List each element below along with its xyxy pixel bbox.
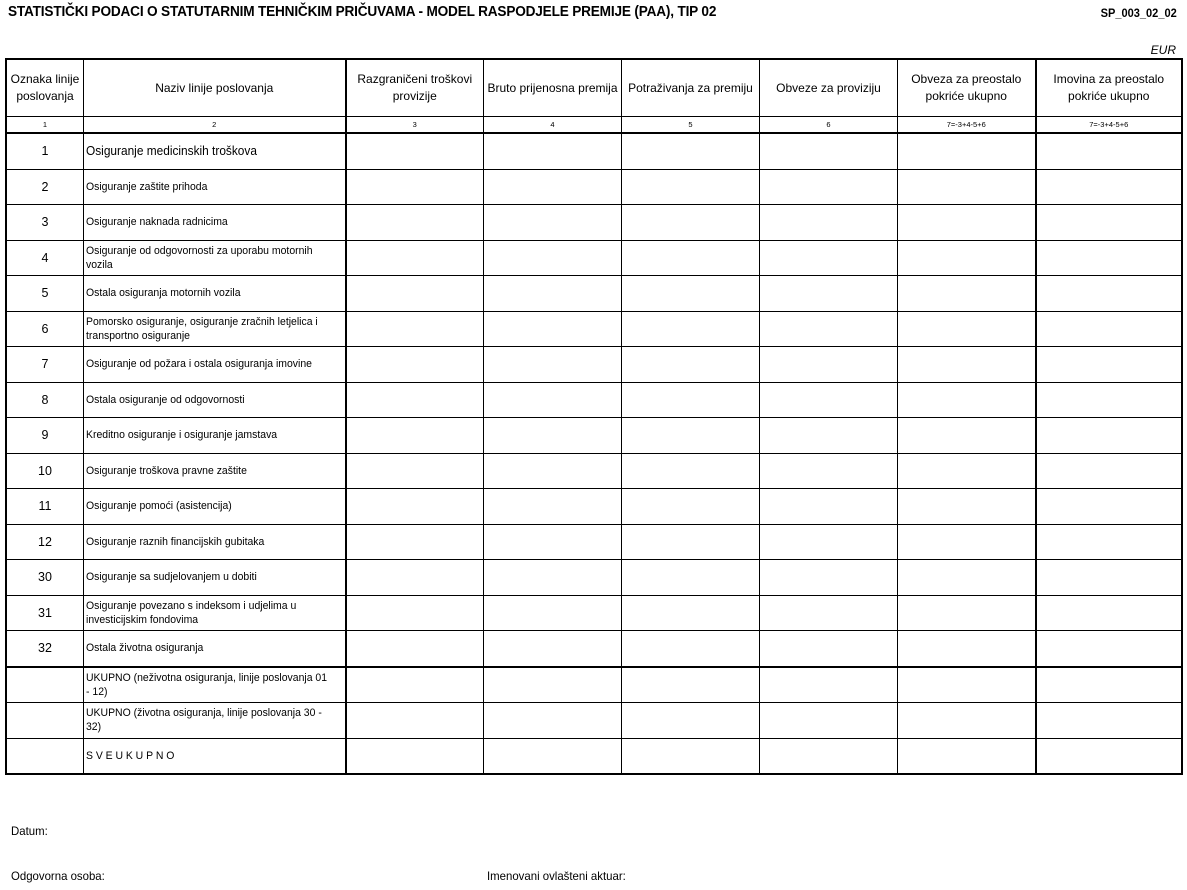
col-number: 7=-3+4-5+6 — [898, 117, 1036, 134]
cell-deferred-commission[interactable] — [346, 738, 484, 774]
cell-commission-liabilities[interactable] — [760, 276, 898, 312]
cell-deferred-commission[interactable] — [346, 240, 484, 276]
column-number-row — [7, 117, 1182, 134]
cell-gross-unearned-premium[interactable] — [484, 169, 622, 205]
line-of-business-code: 6 — [7, 311, 84, 347]
cell-lrc-asset[interactable] — [1036, 453, 1182, 489]
form-code: SP_003_02_02 — [1100, 6, 1177, 20]
col-header-premium-receivables: Potraživanja za premiju — [622, 60, 760, 117]
line-of-business-code: 30 — [7, 560, 84, 596]
col-number: 4 — [484, 117, 622, 134]
cell-premium-receivables[interactable] — [622, 560, 760, 596]
cell-commission-liabilities[interactable] — [760, 524, 898, 560]
cell-deferred-commission[interactable] — [346, 453, 484, 489]
cell-premium-receivables[interactable] — [622, 418, 760, 454]
cell-lrc-liability[interactable] — [898, 453, 1036, 489]
cell-commission-liabilities[interactable] — [760, 667, 898, 703]
line-of-business-name: Osiguranje zaštite prihoda — [84, 169, 346, 205]
cell-gross-unearned-premium[interactable] — [484, 133, 622, 169]
table-row — [7, 595, 1182, 631]
cell-deferred-commission[interactable] — [346, 489, 484, 525]
cell-commission-liabilities[interactable] — [760, 133, 898, 169]
cell-lrc-asset[interactable] — [1036, 418, 1182, 454]
col-number: 6 — [760, 117, 898, 134]
cell-lrc-liability[interactable] — [898, 738, 1036, 774]
cell-lrc-liability[interactable] — [898, 489, 1036, 525]
line-of-business-code: 4 — [7, 240, 84, 276]
cell-lrc-liability[interactable] — [898, 169, 1036, 205]
line-of-business-code: 8 — [7, 382, 84, 418]
cell-premium-receivables[interactable] — [622, 631, 760, 667]
cell-premium-receivables[interactable] — [622, 240, 760, 276]
total-label: SVEUKUPNO — [84, 738, 346, 774]
total-code-empty — [7, 703, 84, 739]
cell-commission-liabilities[interactable] — [760, 240, 898, 276]
cell-gross-unearned-premium[interactable] — [484, 276, 622, 312]
cell-lrc-liability[interactable] — [898, 276, 1036, 312]
cell-lrc-liability[interactable] — [898, 347, 1036, 383]
cell-commission-liabilities[interactable] — [760, 631, 898, 667]
col-number: 3 — [346, 117, 484, 134]
cell-lrc-liability[interactable] — [898, 524, 1036, 560]
premium-allocation-table — [6, 59, 1182, 774]
table-row — [7, 560, 1182, 596]
cell-lrc-asset[interactable] — [1036, 276, 1182, 312]
cell-gross-unearned-premium[interactable] — [484, 240, 622, 276]
currency-label: EUR — [1150, 43, 1176, 57]
cell-commission-liabilities[interactable] — [760, 595, 898, 631]
line-of-business-name: Osiguranje od odgovornosti za uporabu motornih vozila — [84, 240, 346, 276]
table-row — [7, 347, 1182, 383]
table-row — [7, 276, 1182, 312]
line-of-business-name: Osiguranje povezano s indeksom i udjelima u investicijskim fondovima — [84, 595, 346, 631]
line-of-business-name: Osiguranje raznih financijskih gubitaka — [84, 524, 346, 560]
line-of-business-name: Osiguranje troškova pravne zaštite — [84, 453, 346, 489]
line-of-business-name: Ostala životna osiguranja — [84, 631, 346, 667]
col-number: 2 — [84, 117, 346, 134]
cell-gross-unearned-premium[interactable] — [484, 738, 622, 774]
cell-gross-unearned-premium[interactable] — [484, 347, 622, 383]
cell-commission-liabilities[interactable] — [760, 205, 898, 241]
cell-premium-receivables[interactable] — [622, 205, 760, 241]
cell-lrc-liability[interactable] — [898, 240, 1036, 276]
table-row — [7, 240, 1182, 276]
table-row — [7, 382, 1182, 418]
cell-deferred-commission[interactable] — [346, 205, 484, 241]
cell-lrc-asset[interactable] — [1036, 382, 1182, 418]
cell-lrc-liability[interactable] — [898, 631, 1036, 667]
cell-deferred-commission[interactable] — [346, 418, 484, 454]
cell-lrc-liability[interactable] — [898, 703, 1036, 739]
cell-gross-unearned-premium[interactable] — [484, 631, 622, 667]
cell-lrc-liability[interactable] — [898, 560, 1036, 596]
cell-deferred-commission[interactable] — [346, 133, 484, 169]
cell-premium-receivables[interactable] — [622, 738, 760, 774]
cell-gross-unearned-premium[interactable] — [484, 489, 622, 525]
line-of-business-code: 5 — [7, 276, 84, 312]
cell-gross-unearned-premium[interactable] — [484, 418, 622, 454]
cell-premium-receivables[interactable] — [622, 595, 760, 631]
line-of-business-code: 9 — [7, 418, 84, 454]
cell-lrc-asset[interactable] — [1036, 595, 1182, 631]
cell-premium-receivables[interactable] — [622, 133, 760, 169]
cell-deferred-commission[interactable] — [346, 311, 484, 347]
table-row — [7, 631, 1182, 667]
line-of-business-name: Osiguranje od požara i ostala osiguranja imovine — [84, 347, 346, 383]
page-title: STATISTIČKI PODACI O STATUTARNIM TEHNIČKIM PRIČUVAMA - MODEL RASPODJELE PREMIJE (PAA), TIP 02 — [8, 4, 717, 20]
col-header-name: Naziv linije poslovanja — [84, 60, 346, 117]
cell-gross-unearned-premium[interactable] — [484, 311, 622, 347]
line-of-business-code: 11 — [7, 489, 84, 525]
cell-lrc-asset[interactable] — [1036, 524, 1182, 560]
col-number: 5 — [622, 117, 760, 134]
cell-premium-receivables[interactable] — [622, 703, 760, 739]
col-number: 1 — [7, 117, 84, 134]
col-number: 7=-3+4-5+6 — [1036, 117, 1182, 134]
table-row — [7, 133, 1182, 169]
cell-lrc-liability[interactable] — [898, 382, 1036, 418]
cell-deferred-commission[interactable] — [346, 631, 484, 667]
date-label: Datum: — [11, 824, 48, 838]
table-row — [7, 205, 1182, 241]
cell-premium-receivables[interactable] — [622, 382, 760, 418]
cell-commission-liabilities[interactable] — [760, 382, 898, 418]
cell-gross-unearned-premium[interactable] — [484, 667, 622, 703]
cell-lrc-asset[interactable] — [1036, 169, 1182, 205]
line-of-business-name: Osiguranje medicinskih troškova — [84, 133, 346, 169]
cell-commission-liabilities[interactable] — [760, 703, 898, 739]
cell-lrc-asset[interactable] — [1036, 240, 1182, 276]
total-row — [7, 667, 1182, 703]
cell-deferred-commission[interactable] — [346, 703, 484, 739]
line-of-business-code: 31 — [7, 595, 84, 631]
total-row — [7, 703, 1182, 739]
line-of-business-name: Osiguranje sa sudjelovanjem u dobiti — [84, 560, 346, 596]
cell-gross-unearned-premium[interactable] — [484, 560, 622, 596]
col-header-commission-liabilities: Obveze za proviziju — [760, 60, 898, 117]
line-of-business-code: 2 — [7, 169, 84, 205]
cell-lrc-asset[interactable] — [1036, 667, 1182, 703]
line-of-business-code: 3 — [7, 205, 84, 241]
total-row — [7, 738, 1182, 774]
cell-premium-receivables[interactable] — [622, 453, 760, 489]
cell-commission-liabilities[interactable] — [760, 738, 898, 774]
cell-lrc-asset[interactable] — [1036, 347, 1182, 383]
cell-lrc-asset[interactable] — [1036, 703, 1182, 739]
line-of-business-code: 12 — [7, 524, 84, 560]
line-of-business-code: 32 — [7, 631, 84, 667]
line-of-business-name: Pomorsko osiguranje, osiguranje zračnih letjelica i transportno osiguranje — [84, 311, 346, 347]
cell-lrc-asset[interactable] — [1036, 560, 1182, 596]
cell-commission-liabilities[interactable] — [760, 418, 898, 454]
table-row — [7, 489, 1182, 525]
cell-commission-liabilities[interactable] — [760, 169, 898, 205]
col-header-gross-unearned-premium: Bruto prijenosna premija — [484, 60, 622, 117]
table-row — [7, 524, 1182, 560]
cell-lrc-asset[interactable] — [1036, 738, 1182, 774]
col-header-code: Oznaka linije poslovanja — [7, 60, 84, 117]
cell-gross-unearned-premium[interactable] — [484, 382, 622, 418]
table-row — [7, 311, 1182, 347]
line-of-business-name: Ostala osiguranje od odgovornosti — [84, 382, 346, 418]
col-header-deferred-commission: Razgraničeni troškovi provizije — [346, 60, 484, 117]
cell-deferred-commission[interactable] — [346, 667, 484, 703]
cell-premium-receivables[interactable] — [622, 347, 760, 383]
cell-lrc-liability[interactable] — [898, 418, 1036, 454]
table-row — [7, 169, 1182, 205]
cell-premium-receivables[interactable] — [622, 276, 760, 312]
cell-lrc-liability[interactable] — [898, 595, 1036, 631]
cell-lrc-liability[interactable] — [898, 133, 1036, 169]
cell-lrc-asset[interactable] — [1036, 311, 1182, 347]
col-header-lrc-asset: Imovina za preostalo pokriće ukupno — [1036, 60, 1182, 117]
cell-commission-liabilities[interactable] — [760, 453, 898, 489]
responsible-person-label: Odgovorna osoba: — [11, 869, 105, 883]
line-of-business-code: 7 — [7, 347, 84, 383]
cell-lrc-asset[interactable] — [1036, 133, 1182, 169]
cell-gross-unearned-premium[interactable] — [484, 524, 622, 560]
col-header-lrc-liability: Obveza za preostalo pokriće ukupno — [898, 60, 1036, 117]
line-of-business-name: Osiguranje pomoći (asistencija) — [84, 489, 346, 525]
actuary-label: Imenovani ovlašteni aktuar: — [487, 869, 626, 883]
cell-deferred-commission[interactable] — [346, 524, 484, 560]
cell-lrc-asset[interactable] — [1036, 631, 1182, 667]
total-label: UKUPNO (životna osiguranja, linije poslovanja 30 - 32) — [84, 703, 346, 739]
cell-premium-receivables[interactable] — [622, 667, 760, 703]
cell-gross-unearned-premium[interactable] — [484, 453, 622, 489]
cell-commission-liabilities[interactable] — [760, 560, 898, 596]
cell-deferred-commission[interactable] — [346, 595, 484, 631]
cell-deferred-commission[interactable] — [346, 382, 484, 418]
cell-lrc-liability[interactable] — [898, 205, 1036, 241]
header-row — [7, 60, 1182, 117]
cell-deferred-commission[interactable] — [346, 347, 484, 383]
line-of-business-name: Osiguranje naknada radnicima — [84, 205, 346, 241]
total-label: UKUPNO (neživotna osiguranja, linije poslovanja 01 - 12) — [84, 667, 346, 703]
cell-premium-receivables[interactable] — [622, 489, 760, 525]
cell-lrc-liability[interactable] — [898, 311, 1036, 347]
total-code-empty — [7, 738, 84, 774]
cell-deferred-commission[interactable] — [346, 560, 484, 596]
cell-premium-receivables[interactable] — [622, 524, 760, 560]
line-of-business-code: 1 — [7, 133, 84, 169]
cell-gross-unearned-premium[interactable] — [484, 595, 622, 631]
cell-deferred-commission[interactable] — [346, 169, 484, 205]
line-of-business-name: Ostala osiguranja motornih vozila — [84, 276, 346, 312]
cell-commission-liabilities[interactable] — [760, 489, 898, 525]
table-row — [7, 418, 1182, 454]
cell-lrc-asset[interactable] — [1036, 489, 1182, 525]
total-code-empty — [7, 667, 84, 703]
cell-lrc-asset[interactable] — [1036, 205, 1182, 241]
cell-premium-receivables[interactable] — [622, 169, 760, 205]
cell-commission-liabilities[interactable] — [760, 347, 898, 383]
cell-commission-liabilities[interactable] — [760, 311, 898, 347]
cell-gross-unearned-premium[interactable] — [484, 205, 622, 241]
line-of-business-name: Kreditno osiguranje i osiguranje jamstava — [84, 418, 346, 454]
line-of-business-code: 10 — [7, 453, 84, 489]
table-row — [7, 453, 1182, 489]
cell-premium-receivables[interactable] — [622, 311, 760, 347]
cell-lrc-liability[interactable] — [898, 667, 1036, 703]
cell-gross-unearned-premium[interactable] — [484, 703, 622, 739]
cell-deferred-commission[interactable] — [346, 276, 484, 312]
